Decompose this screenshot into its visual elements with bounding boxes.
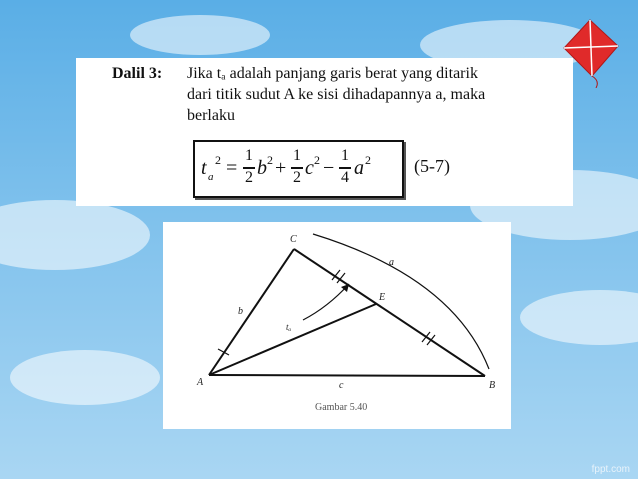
theorem-heading: Dalil 3: (112, 65, 163, 82)
equation-number: (5-7) (414, 156, 450, 176)
cloud (10, 350, 160, 405)
cloud (0, 200, 150, 270)
theorem-line: berlaku (187, 107, 235, 124)
median-label: tₐ (286, 322, 292, 332)
side-a-line (294, 249, 485, 376)
median-arrow (303, 284, 349, 320)
side-c-label: c (339, 380, 344, 391)
vertex-e-label: E (379, 292, 386, 303)
vertex-c-label: C (290, 234, 297, 245)
side-c-line (209, 375, 485, 376)
vertex-a-label: A (197, 377, 204, 388)
side-a-label: a (389, 257, 394, 268)
theorem-line: Jika tₐ adalah panjang garis berat yang ditarik (187, 65, 478, 82)
side-a-arc (313, 234, 489, 369)
cloud (130, 15, 270, 55)
theorem-line: dari titik sudut A ke sisi dihadapannya a, maka (187, 86, 486, 103)
watermark: fppt.com (591, 464, 630, 475)
formula-box: t a 2 = 1 2 b 2 + 1 2 c 2 − 1 4 a 2 (193, 140, 404, 198)
figure-panel (163, 222, 511, 429)
figure-caption: Gambar 5.40 (315, 402, 368, 413)
triangle-diagram (163, 222, 511, 429)
side-b-label: b (238, 306, 243, 317)
vertex-b-label: B (489, 380, 496, 391)
tick-mark (427, 335, 435, 345)
tick-mark (422, 332, 430, 342)
cloud (520, 290, 638, 345)
theorem-panel (76, 58, 573, 206)
